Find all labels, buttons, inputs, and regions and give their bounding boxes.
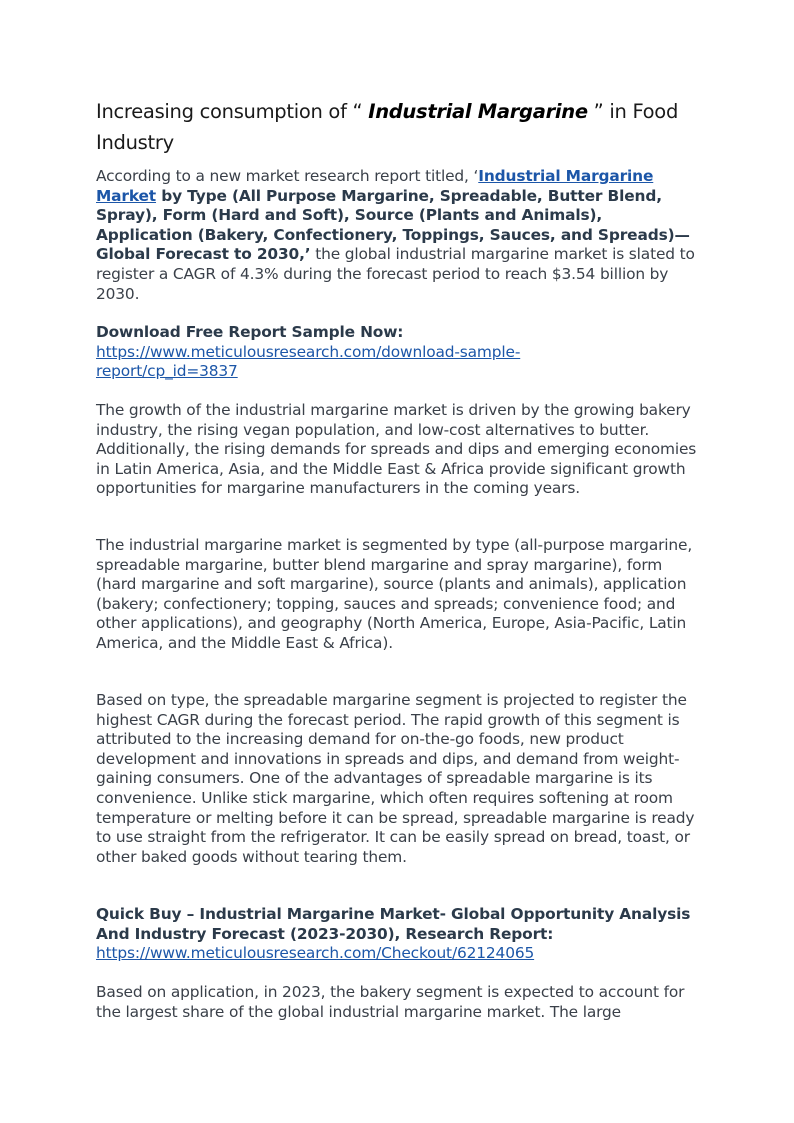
quick-buy-link[interactable]: https://www.meticulousresearch.com/Checkout/62124065 <box>96 944 535 963</box>
growth-paragraph: The growth of the industrial margarine market is driven by the growing bakery industry, the rising vegan population, and low-cost alternatives to butter. Additionally, the rising demands for spreads and dips and emerging economies in Latin America, Asia, and the Middle East & Africa provide significant growth opportunities for margarine manufacturers in the coming years. <box>96 401 697 498</box>
application-paragraph: Based on application, in 2023, the bakery segment is expected to account for the largest share of the global industrial margarine market. The large <box>96 983 685 1021</box>
intro-lead: According to a new market research report titled, ‘ <box>96 167 479 185</box>
title-prefix: Increasing consumption of “ <box>96 100 369 123</box>
intro-rest: the global industrial margarine market is slated to register a CAGR of 4.3% during the forecast period to reach $3.54 billion by 2030. <box>96 245 695 303</box>
title-suffix: ” in Food Industry <box>96 100 679 154</box>
download-sample-paragraph <box>96 323 616 382</box>
document-title <box>96 96 702 158</box>
quick-buy-heading: Quick Buy – Industrial Margarine Market- Global Opportunity Analysis And Industry Forecast (2023-2030), Research Report: <box>96 905 691 943</box>
report-title-link[interactable]: Industrial Margarine Market <box>96 167 654 205</box>
quick-buy-paragraph <box>96 905 702 964</box>
segmentation-paragraph: The industrial margarine market is segmented by type (all-purpose margarine, spreadable margarine, butter blend margarine and spray margarine), form (hard margarine and soft margarine), source (plants and animals), application (bakery; confectionery; topping, sauces and spreads; convenience food; and other applications), and geography (North America, Europe, Asia-Pacific, Latin America, and the Middle East & Africa). <box>96 536 693 652</box>
title-emphasis: Industrial Margarine <box>368 100 588 123</box>
download-sample-heading: Download Free Report Sample Now: <box>96 323 404 341</box>
report-title-bold: by Type (All Purpose Margarine, Spreadable, Butter Blend, Spray), Form (Hard and Soft), Source (Plants and Animals), Application (Bakery, Confectionery, Toppings, Sauces, and Spreads)—Global Forecast to 2030,’ <box>96 186 690 264</box>
type-paragraph: Based on type, the spreadable margarine segment is projected to register the highest CAGR during the forecast period. The rapid growth of this segment is attributed to the increasing demand for on-the-go foods, new product development and innovations in spreads and dips, and demand from weight-gaining consumers. One of the advantages of spreadable margarine is its convenience. Unlike stick margarine, which often requires softening at room temperature or melting before it can be spread, spreadable margarine is ready to use straight from the refrigerator. It can be easily spread on bread, toast, or other baked goods without tearing them. <box>96 691 695 866</box>
download-sample-link[interactable]: https://www.meticulousresearch.com/download-sample-report/cp_id=3837 <box>96 342 521 381</box>
intro-paragraph <box>96 167 702 304</box>
